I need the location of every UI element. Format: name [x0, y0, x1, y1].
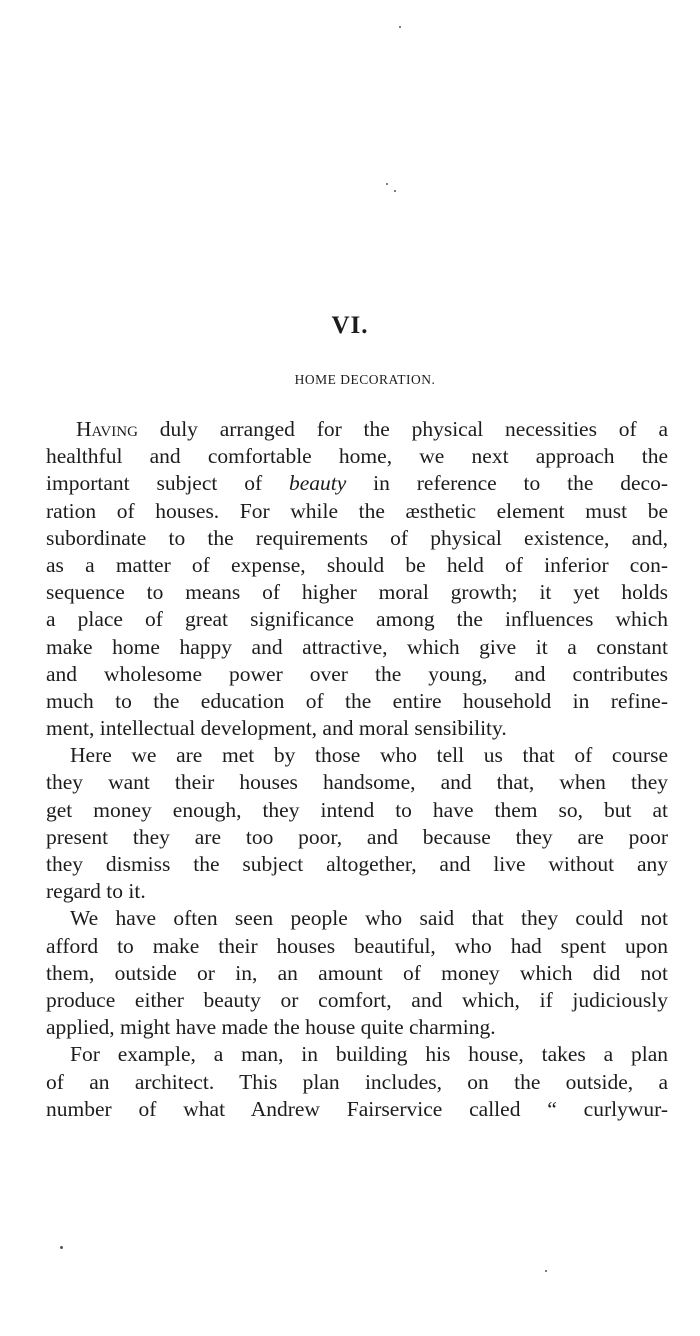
print-speck	[386, 183, 388, 185]
paragraph-lead-word: Having	[76, 417, 138, 441]
text-line: ment, intellectual development, and moral sensibility.	[46, 716, 507, 741]
text-line: get money enough, they intend to have them so, but at	[46, 797, 668, 822]
print-speck	[545, 1270, 547, 1272]
chapter-number: VI.	[331, 312, 369, 339]
text-line: them, outside or in, an amount of money which did not	[46, 960, 668, 985]
text-line: present they are too poor, and because they are poor	[46, 824, 668, 849]
text-line: subordinate to the requirements of physical existence, and,	[46, 525, 668, 550]
print-speck	[60, 1246, 63, 1249]
text-line: they dismiss the subject altogether, and live without any	[46, 852, 668, 876]
text-line: and wholesome power over the young, and contributes	[46, 661, 668, 686]
text-line: a place of great significance among the influences which	[46, 607, 668, 632]
text-line: healthful and comfortable home, we next approach the	[46, 444, 668, 469]
text-line: produce either beauty or comfort, and which, if judiciously	[46, 987, 668, 1012]
text-line: of an architect. This plan includes, on the outside, a	[46, 1069, 668, 1094]
text-line: afford to make their houses beautiful, who had spent upon	[46, 933, 668, 958]
paragraph	[46, 416, 668, 742]
text-line	[46, 416, 668, 443]
text-run: in reference to the deco-	[346, 471, 668, 496]
text-line: For example, a man, in building his house, takes a plan	[70, 1042, 668, 1067]
text-line: Here we are met by those who tell us that of course	[70, 743, 668, 768]
text-line: make home happy and attractive, which give it a constant	[46, 634, 668, 659]
text-line: they want their houses handsome, and that, when they	[46, 770, 668, 795]
text-line: sequence to means of higher moral growth; it yet holds	[46, 580, 668, 605]
text-run: duly arranged for the physical necessities of a	[137, 417, 668, 441]
text-line: We have often seen people who said that they could not	[70, 906, 668, 931]
print-speck	[394, 190, 396, 192]
text-line: much to the education of the entire household in refine-	[46, 688, 668, 713]
paragraph	[46, 1041, 668, 1123]
text-line: regard to it.	[46, 879, 146, 904]
text-line: applied, might have made the house quite charming.	[46, 1015, 496, 1040]
paragraph	[46, 742, 668, 905]
body-text	[46, 416, 668, 1123]
text-line: as a matter of expense, should be held of inferior con-	[46, 552, 668, 577]
text-line	[46, 470, 668, 497]
paragraph	[46, 905, 668, 1041]
print-speck	[399, 26, 401, 28]
chapter-title: HOME DECORATION.	[294, 372, 436, 387]
text-run: important subject of	[46, 471, 289, 496]
emphasis-word: beauty	[288, 471, 347, 496]
text-line: number of what Andrew Fairservice called “ curlywur-	[46, 1096, 668, 1121]
text-line: ration of houses. For while the æsthetic element must be	[46, 498, 668, 523]
